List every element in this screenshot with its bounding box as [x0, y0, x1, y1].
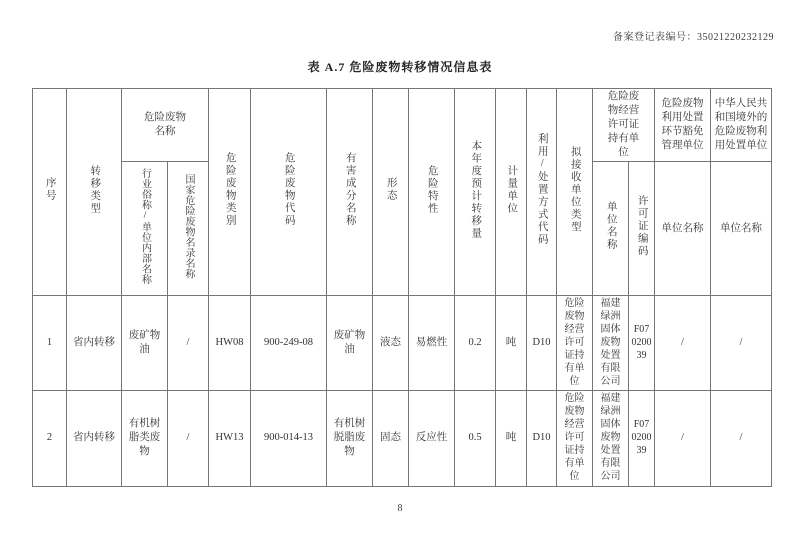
cell-annual-transfer-amount: 0.2: [455, 296, 496, 391]
cell-transfer-type: 省内转移: [67, 296, 122, 391]
cell-measure-unit: 吨: [496, 296, 527, 391]
header-annual-transfer-amount-label: 本年度预计转移量: [470, 139, 482, 240]
header-annual-transfer-amount: [455, 89, 496, 296]
header-exempt-unit-name: 单位名称: [655, 162, 711, 296]
header-hazard-characteristic-label: 危险特性: [426, 164, 438, 215]
cell-waste-code: 900-014-13: [251, 391, 327, 486]
header-national-catalog-name-label: 国家危险废物名录名称: [183, 173, 194, 279]
cell-harmful-component-text: 废矿物油: [333, 330, 366, 356]
header-waste-code-label: 危险废物代码: [283, 152, 295, 227]
cell-transfer-type: 省内转移: [67, 391, 122, 486]
header-waste-code: [251, 89, 327, 296]
header-measure-unit-label: 计量单位: [506, 164, 518, 215]
cell-license-holder-name-text: 福建绿洲固体废物处置有限公司: [600, 298, 621, 388]
header-receiving-unit-type-label: 拟接收单位类型: [569, 145, 581, 234]
header-overseas-unit-group-label: 中华人民共和国境外的危险废物利用处置单位: [714, 98, 768, 151]
header-hazard-characteristic: [409, 89, 455, 296]
cell-industry-name: [122, 296, 168, 391]
header-harmful-component: [327, 89, 373, 296]
header-physical-form: [373, 89, 409, 296]
cell-hazard-characteristic: 易燃性: [409, 296, 455, 391]
cell-physical-form: 固态: [373, 391, 409, 486]
hazardous-waste-transfer-table: [32, 88, 772, 487]
header-exempt-unit-group: [655, 89, 711, 162]
cell-harmful-component: [327, 296, 373, 391]
cell-national-catalog-name: /: [168, 391, 209, 486]
header-license-holder-unit-name: [593, 162, 629, 296]
header-waste-category: [209, 89, 251, 296]
header-receiving-unit-type: [557, 89, 593, 296]
header-license-code-label: 许可证编码: [636, 194, 648, 258]
header-transfer-type-label: 转移类型: [89, 164, 101, 215]
cell-overseas-unit-name: /: [711, 296, 772, 391]
cell-harmful-component-text: 有机树脱脂废物: [333, 418, 366, 458]
header-physical-form-label: 形态: [385, 177, 397, 202]
header-disposal-method-code: [527, 89, 557, 296]
header-national-catalog-name: [168, 162, 209, 296]
page-number: 8: [397, 503, 403, 514]
header-transfer-type: [67, 89, 122, 296]
cell-industry-name: [122, 391, 168, 486]
cell-license-code: [629, 391, 655, 486]
header-waste-name-group-label: 危险废物名称: [144, 112, 186, 137]
table-row-2: [33, 391, 772, 486]
cell-waste-category: HW13: [209, 391, 251, 486]
cell-license-holder-name: [593, 296, 629, 391]
cell-receiving-unit-type-text: 危险废物经营许可证持有单位: [564, 298, 585, 388]
header-row-group: [33, 89, 772, 162]
cell-measure-unit: 吨: [496, 391, 527, 486]
header-exempt-unit-group-label: 危险废物利用处置环节豁免管理单位: [661, 98, 704, 151]
cell-harmful-component: [327, 391, 373, 486]
header-overseas-unit-name: 单位名称: [711, 162, 772, 296]
cell-waste-code: 900-249-08: [251, 296, 327, 391]
cell-license-holder-name-text: 福建绿洲固体废物处置有限公司: [600, 393, 621, 483]
cell-license-code: [629, 296, 655, 391]
header-serial-number: [33, 89, 67, 296]
cell-disposal-method-code: D10: [527, 391, 557, 486]
cell-industry-name-text: 有机树脂类废物: [128, 418, 161, 458]
header-measure-unit: [496, 89, 527, 296]
cell-annual-transfer-amount: 0.5: [455, 391, 496, 486]
header-license-holder-group-label: 危险废物经营许可证持有单位: [607, 91, 640, 158]
cell-receiving-unit-type: [557, 391, 593, 486]
cell-national-catalog-name: /: [168, 296, 209, 391]
cell-disposal-method-code: D10: [527, 296, 557, 391]
header-waste-category-label: 危险废物类别: [224, 152, 236, 227]
cell-receiving-unit-type-text: 危险废物经营许可证持有单位: [564, 393, 585, 483]
header-industry-name: [122, 162, 168, 296]
table-row-1: [33, 296, 772, 391]
cell-receiving-unit-type: [557, 296, 593, 391]
header-license-code: [629, 162, 655, 296]
header-license-holder-group: [593, 89, 655, 162]
header-license-holder-unit-name-label: 单位名称: [605, 201, 617, 252]
header-harmful-component-label: 有害成分名称: [344, 152, 356, 227]
registration-number: 备案登记表编号：35021220232129: [613, 32, 774, 43]
cell-license-holder-name: [593, 391, 629, 486]
cell-overseas-unit-name: /: [711, 391, 772, 486]
cell-serial: 1: [33, 296, 67, 391]
header-serial-number-label: 序号: [44, 177, 56, 202]
cell-serial: 2: [33, 391, 67, 486]
cell-industry-name-text: 废矿物油: [128, 330, 161, 356]
header-disposal-method-code-label: 利用/处置方式代码: [536, 133, 548, 246]
page-title: 表 A.7 危险废物转移情况信息表: [307, 60, 493, 74]
header-waste-name-group: [122, 89, 209, 162]
cell-hazard-characteristic: 反应性: [409, 391, 455, 486]
cell-waste-category: HW08: [209, 296, 251, 391]
cell-license-code-text: F07020039: [631, 419, 652, 457]
cell-exempt-unit-name: /: [655, 391, 711, 486]
header-industry-name-label: 行业俗称/单位内部名称: [139, 167, 151, 285]
header-overseas-unit-group: [711, 89, 772, 162]
cell-license-code-text: F07020039: [631, 324, 652, 362]
cell-physical-form: 液态: [373, 296, 409, 391]
cell-exempt-unit-name: /: [655, 296, 711, 391]
